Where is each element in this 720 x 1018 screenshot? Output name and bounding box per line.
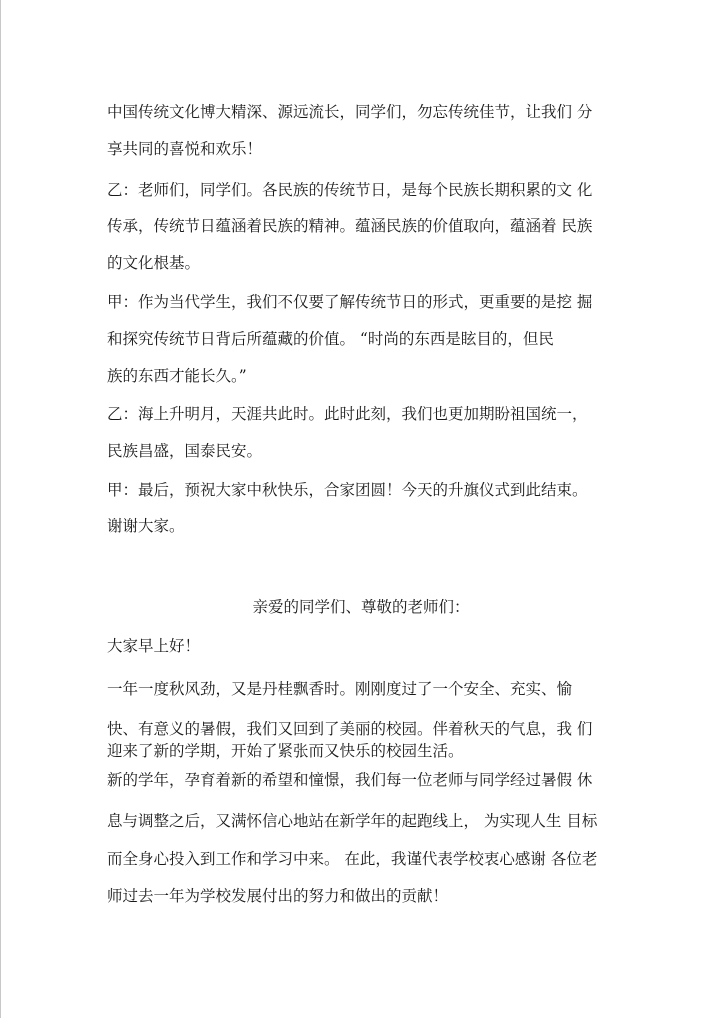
paragraph-line: 一年一度秋风劲，又是丹桂飘香时。刚刚度过了一个安全、充实、愉 bbox=[107, 680, 573, 698]
paragraph-line: 新的学年，孕育着新的希望和憧憬，我们每一位老师与同学经过暑假 休 bbox=[107, 771, 593, 789]
paragraph-line: 族的东西才能长久。” bbox=[107, 367, 247, 385]
paragraph-line: 甲：作为当代学生，我们不仅要了解传统节日的形式，更重要的是挖 掘 bbox=[107, 293, 593, 311]
paragraph-line: 的文化根基。 bbox=[107, 254, 201, 272]
paragraph-line: 传承，传统节日蕴涵着民族的精神。蕴涵民族的价值取向，蕴涵着 民族 bbox=[107, 217, 593, 235]
paragraph-line: 大家早上好！ bbox=[107, 637, 201, 655]
paragraph-line: 谢谢大家。 bbox=[107, 517, 185, 535]
paragraph-line: 和探究传统节日背后所蕴藏的价值。 “时尚的东西是眩目的，但民 bbox=[107, 330, 554, 348]
paragraph-line: 民族昌盛，国泰民安。 bbox=[107, 442, 263, 460]
paragraph-line: 中国传统文化博大精深、源远流长，同学们，勿忘传统佳节，让我们 分 bbox=[107, 103, 593, 121]
paragraph-line: 息与调整之后，又满怀信心地站在新学年的起跑线上， 为实现人生 目标 bbox=[107, 812, 598, 830]
paragraph-line: 师过去一年为学校发展付出的努力和做出的贡献！ bbox=[107, 887, 449, 905]
paragraph-line: 乙：海上升明月，天涯共此时。此时此刻，我们也更加期盼祖国统一， bbox=[107, 405, 588, 423]
paragraph-line: 迎来了新的学期，开始了紧张而又快乐的校园生活。 bbox=[107, 742, 464, 760]
paragraph-line: 快、有意义的暑假，我们又回到了美丽的校园。伴着秋天的气息，我 们 bbox=[107, 720, 593, 738]
salutation-heading: 亲爱的同学们、尊敬的老师们： bbox=[252, 598, 470, 616]
paragraph-line: 甲：最后，预祝大家中秋快乐，合家团圆！今天的升旗仪式到此结束。 bbox=[107, 481, 588, 499]
paragraph-line: 而全身心投入到工作和学习中来。 在此，我谨代表学校衷心感谢 各位老 bbox=[107, 850, 598, 868]
paragraph-line: 享共同的喜悦和欢乐！ bbox=[107, 140, 263, 158]
paragraph-line: 乙：老师们，同学们。各民族的传统节日，是每个民族长期积累的文 化 bbox=[107, 181, 593, 199]
